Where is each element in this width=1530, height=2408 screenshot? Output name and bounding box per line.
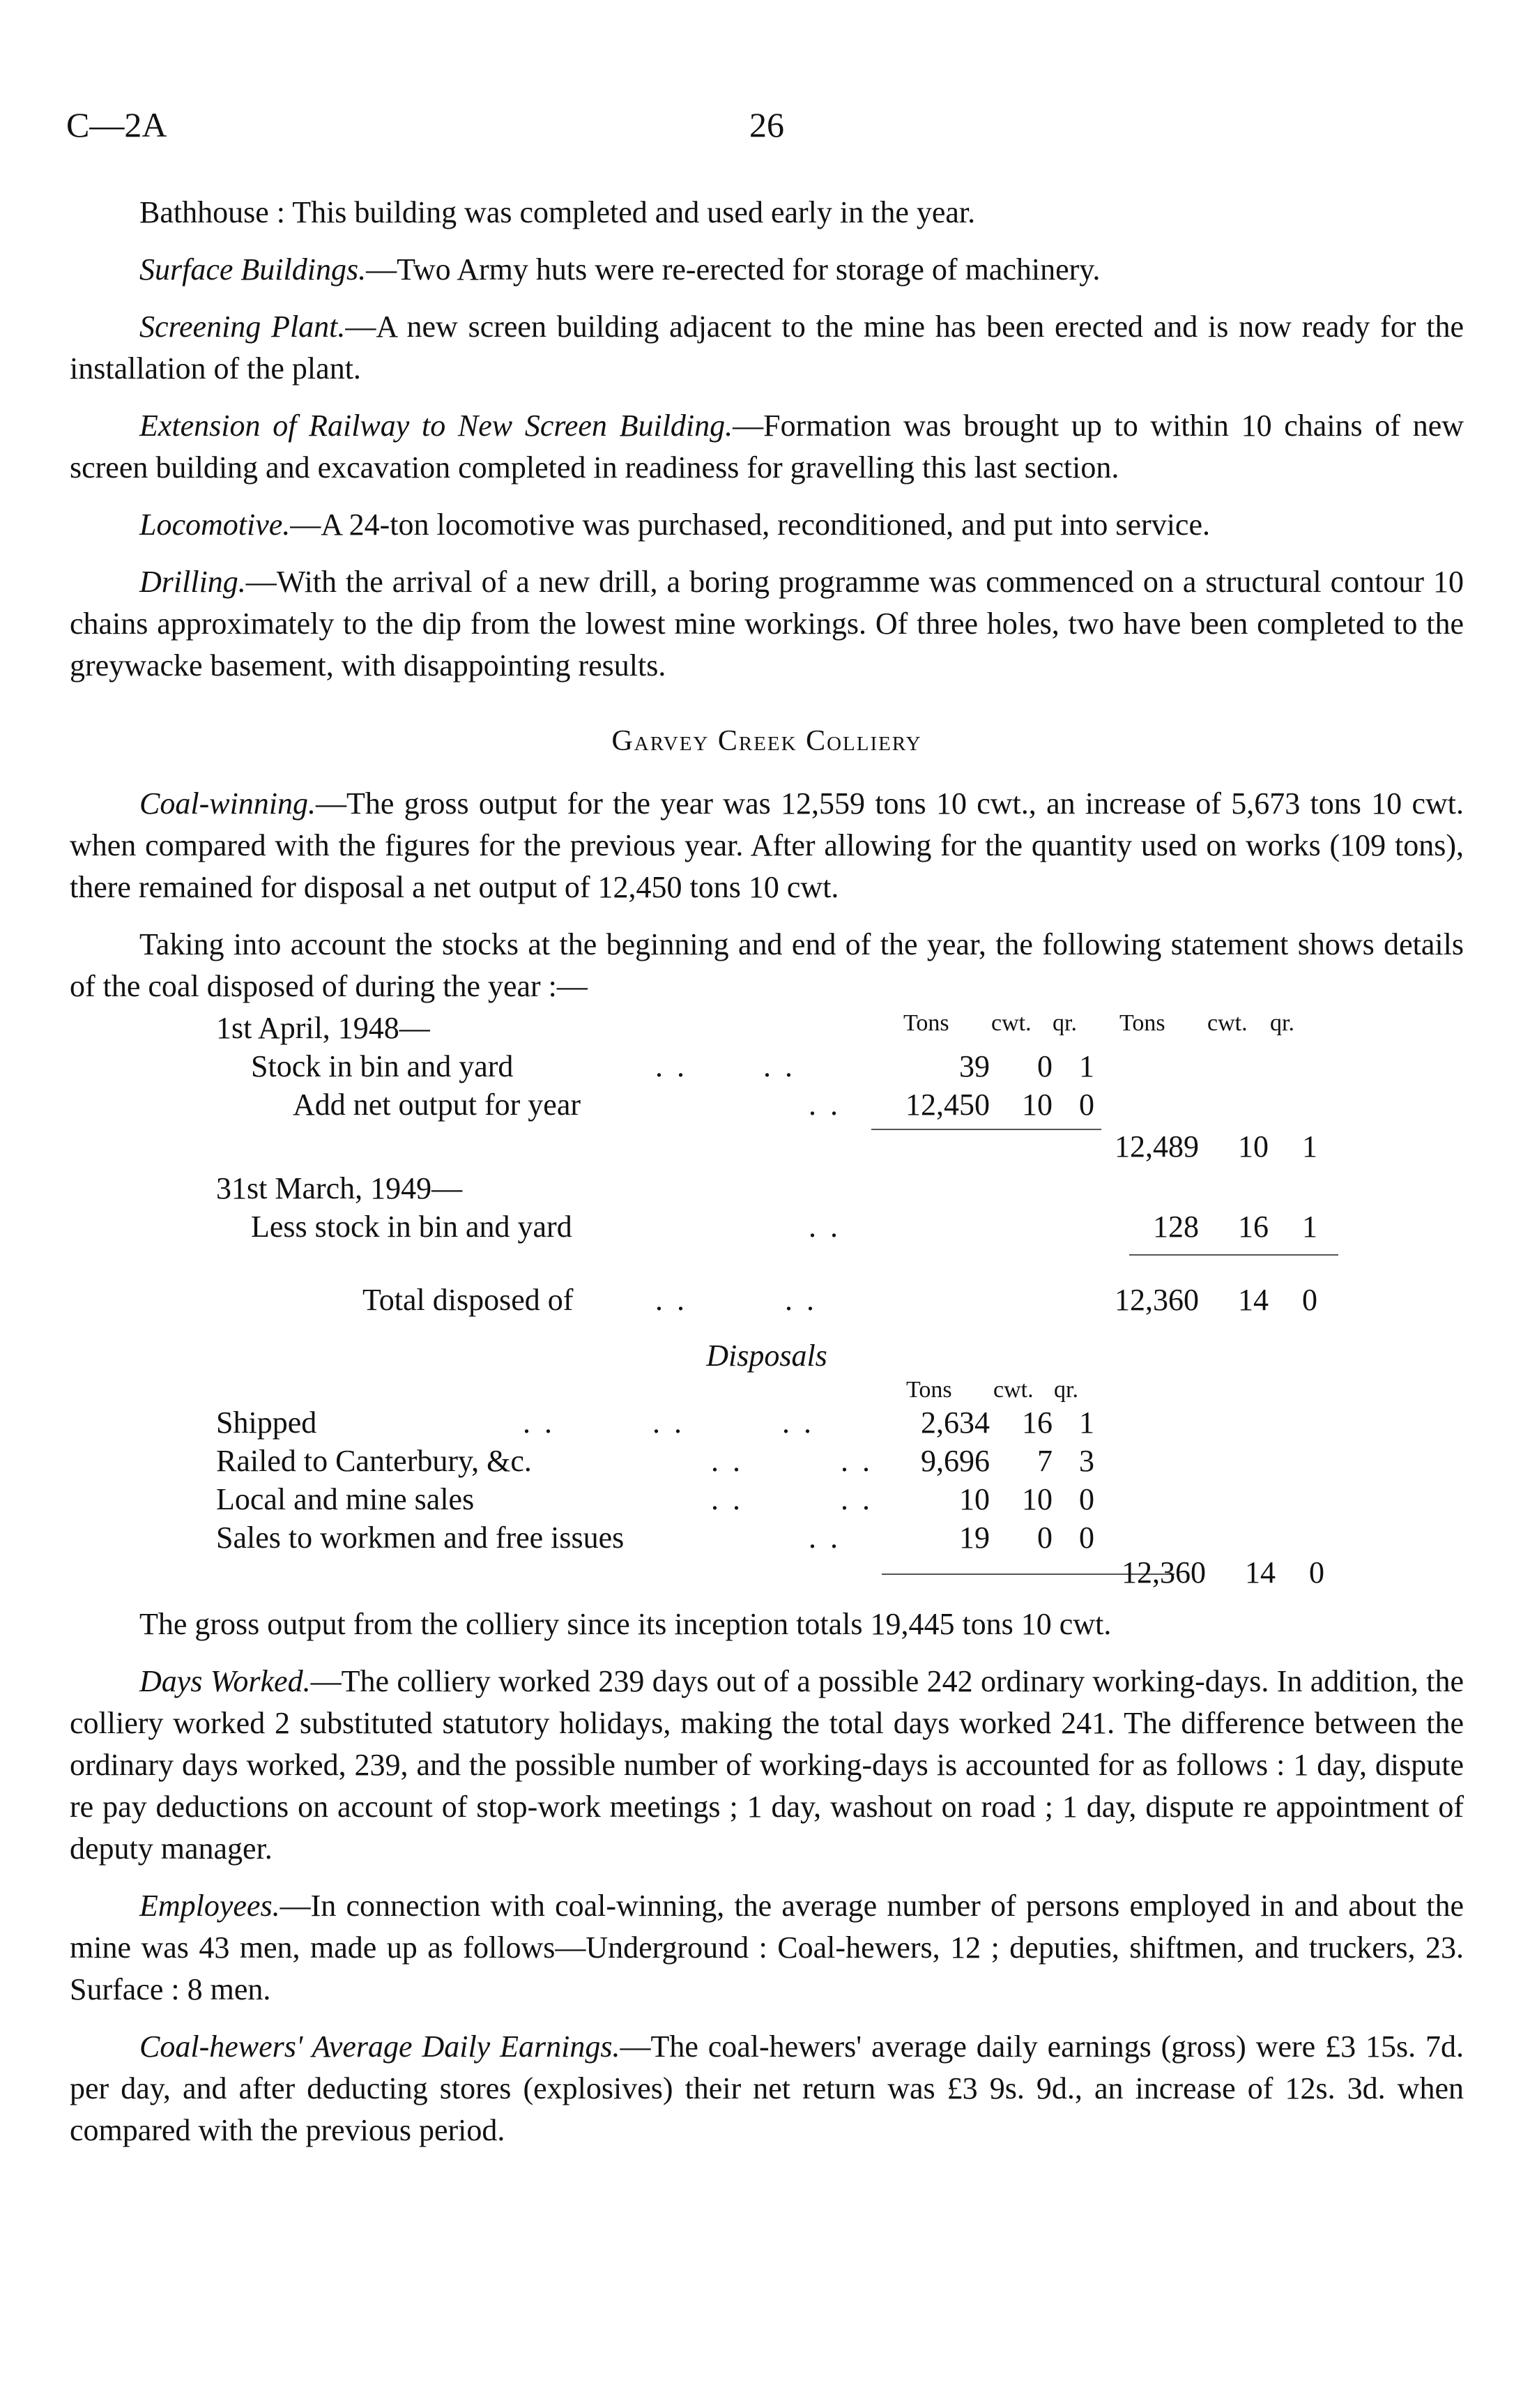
- column-header-qr: qr.: [1053, 1010, 1077, 1036]
- column-header-qr: qr.: [1270, 1010, 1294, 1036]
- paragraph-text: —With the arrival of a new drill, a boring programme was commenced on a structural contour 10 chains approximately to the dip from the lowest mine workings. Of three holes, two have been completed to the greywacke basement, with disappointing results.: [70, 565, 1464, 683]
- statement-date-end: 31st March, 1949—: [216, 1171, 463, 1205]
- row-label: Railed to Canterbury, &c.: [216, 1444, 532, 1478]
- disposals-table: [70, 1373, 1464, 1590]
- cell-cwt: 0: [1037, 1049, 1053, 1083]
- column-header-cwt: cwt.: [993, 1377, 1034, 1403]
- paragraph-text: —A 24-ton locomotive was purchased, reconditioned, and put into service.: [290, 508, 1210, 542]
- cell-tons: 12,450: [905, 1088, 990, 1122]
- paragraph-lead: Days Worked.: [139, 1664, 311, 1698]
- cell-tons: 39: [959, 1049, 990, 1083]
- paragraph-lead: Extension of Railway to New Screen Building.: [139, 409, 733, 443]
- column-header-qr: qr.: [1054, 1377, 1078, 1403]
- leader-dots: ..: [809, 1521, 852, 1555]
- paragraph-employees: [70, 1885, 1464, 2011]
- paragraph-bathhouse: [70, 192, 1464, 234]
- subtotal-tons: 12,489: [1115, 1129, 1199, 1164]
- paragraph-lead: Employees.: [139, 1889, 280, 1923]
- row-label: Less stock in bin and yard: [251, 1210, 572, 1244]
- total-tons: 12,360: [1115, 1283, 1199, 1317]
- disposals-title: Disposals: [706, 1339, 827, 1373]
- paragraph-text: —Two Army huts were re-erected for storage of machinery.: [366, 252, 1101, 287]
- disposals-total-qr: 0: [1309, 1555, 1324, 1590]
- page-header: [66, 105, 1460, 153]
- page-number: 26: [749, 105, 784, 144]
- paragraph-lead: Drilling.: [139, 565, 246, 599]
- subtotal-cwt: 10: [1238, 1129, 1269, 1164]
- cell-cwt: 7: [1037, 1444, 1053, 1478]
- stock-statement-table: [70, 1010, 1464, 1282]
- cell-tons: 19: [959, 1521, 990, 1555]
- row-label: Total disposed of: [362, 1283, 574, 1317]
- leader-dots: ..: [809, 1088, 852, 1122]
- cell-tons: 128: [1153, 1210, 1199, 1244]
- paragraph-drilling: [70, 561, 1464, 687]
- paragraph-lead: Coal-winning.: [139, 786, 316, 821]
- column-header-tons: Tons: [1119, 1010, 1165, 1036]
- paragraph-lead: Screening Plant.: [139, 310, 346, 344]
- total-cwt: 14: [1238, 1283, 1269, 1317]
- paragraph-lead: Locomotive.: [139, 508, 291, 542]
- leader-dots: .. ..: [655, 1049, 806, 1083]
- disposals-total-cwt: 14: [1245, 1555, 1276, 1590]
- leader-dots: .. .. ..: [523, 1405, 825, 1440]
- leader-dots: .. ..: [655, 1283, 828, 1317]
- column-header-cwt: cwt.: [991, 1010, 1032, 1036]
- paragraph-text: —A new screen building adjacent to the mine has been erected and is now ready for the installation of the plant.: [70, 310, 1464, 386]
- paragraph-text: —The colliery worked 239 days out of a possible 242 ordinary working-days. In addition, the colliery worked 2 substituted statutory holidays, making the total days worked 241. The difference between the ordinary days worked, 239, and the possible number of working-days is accounted for as follows : 1 day, dispute re pay deductions on account of stop-work meetings ; 1 day, washout on road ; 1 day, dispute re appointment of deputy manager.: [70, 1664, 1464, 1866]
- subtotal-qr: 1: [1302, 1129, 1317, 1164]
- paragraph-railway-extension: [70, 405, 1464, 489]
- page-body: [70, 192, 1464, 2167]
- paragraph-text: This building was completed and used early in the year.: [284, 195, 976, 229]
- cell-qr: 0: [1079, 1088, 1094, 1122]
- cell-qr: 1: [1079, 1049, 1094, 1083]
- column-header-tons: Tons: [903, 1010, 949, 1036]
- cell-tons: 2,634: [921, 1405, 990, 1440]
- row-label: Add net output for year: [293, 1088, 581, 1122]
- report-code: C—2A: [66, 105, 167, 144]
- cell-qr: 3: [1079, 1444, 1094, 1478]
- column-header-cwt: cwt.: [1207, 1010, 1248, 1036]
- cell-qr: 1: [1079, 1405, 1094, 1440]
- leader-dots: .. ..: [711, 1444, 884, 1478]
- paragraph-stocks-intro: Taking into account the stocks at the beginning and end of the year, the following statement shows details of the coal disposed of during the year :—: [70, 927, 1464, 1003]
- row-label: Local and mine sales: [216, 1482, 475, 1516]
- row-label: Shipped: [216, 1405, 317, 1440]
- paragraph-locomotive: [70, 504, 1464, 546]
- paragraph-text: —In connection with coal-winning, the average number of persons employed in and about the mine was 43 men, made up as follows—Underground : Coal-hewers, 12 ; deputies, shiftmen, and truckers, 23. Surface : 8 men.: [70, 1889, 1464, 2006]
- cell-tons: 9,696: [921, 1444, 990, 1478]
- row-label: Sales to workmen and free issues: [216, 1521, 625, 1555]
- statement-date-start: 1st April, 1948—: [216, 1011, 430, 1045]
- paragraph-text: —Formation was brought up to within 10 chains of new screen building and excavation completed in readiness for gravelling this last section.: [70, 409, 1464, 485]
- paragraph-earnings: [70, 2026, 1464, 2151]
- leader-dots: .. ..: [711, 1482, 884, 1516]
- paragraph-text: —The gross output for the year was 12,559 tons 10 cwt., an increase of 5,673 tons 10 cwt. when compared with the figures for the previous year. After allowing for the quantity used on works (109 tons), there remained for disposal a net output of 12,450 tons 10 cwt.: [70, 786, 1464, 904]
- cell-cwt: 10: [1022, 1088, 1053, 1122]
- paragraph-lead: Surface Buildings.: [139, 252, 367, 287]
- leader-dots: ..: [809, 1210, 852, 1244]
- cell-qr: 0: [1079, 1521, 1094, 1555]
- row-label: Stock in bin and yard: [251, 1049, 514, 1083]
- paragraph-days-worked: [70, 1661, 1464, 1870]
- cell-cwt: 16: [1238, 1210, 1269, 1244]
- section-title: Garvey Creek Colliery: [611, 725, 922, 757]
- cell-cwt: 16: [1022, 1405, 1053, 1440]
- paragraph-screening-plant: [70, 306, 1464, 390]
- paragraph-lead: Coal-hewers' Average Daily Earnings.: [139, 2029, 620, 2064]
- total-disposed-row: [70, 1282, 1464, 1331]
- paragraph-text: —The coal-hewers' average daily earnings (gross) were £3 15s. 7d. per day, and after deducting stores (explosives) their net return was £3 9s. 9d., an increase of 12s. 3d. when compared with the previous period.: [70, 2029, 1464, 2147]
- paragraph-surface-buildings: [70, 249, 1464, 291]
- paragraph-coal-winning: [70, 783, 1464, 908]
- cell-qr: 0: [1079, 1482, 1094, 1516]
- cell-cwt: 0: [1037, 1521, 1053, 1555]
- disposals-total-tons: 12,360: [1122, 1555, 1206, 1590]
- paragraph-gross-output: The gross output from the colliery since its inception totals 19,445 tons 10 cwt.: [139, 1607, 1112, 1641]
- total-rule: [1129, 1254, 1338, 1256]
- total-qr: 0: [1302, 1283, 1317, 1317]
- cell-qr: 1: [1302, 1210, 1317, 1244]
- cell-tons: 10: [959, 1482, 990, 1516]
- cell-cwt: 10: [1022, 1482, 1053, 1516]
- column-header-tons: Tons: [906, 1377, 952, 1403]
- paragraph-lead: Bathhouse :: [139, 195, 285, 229]
